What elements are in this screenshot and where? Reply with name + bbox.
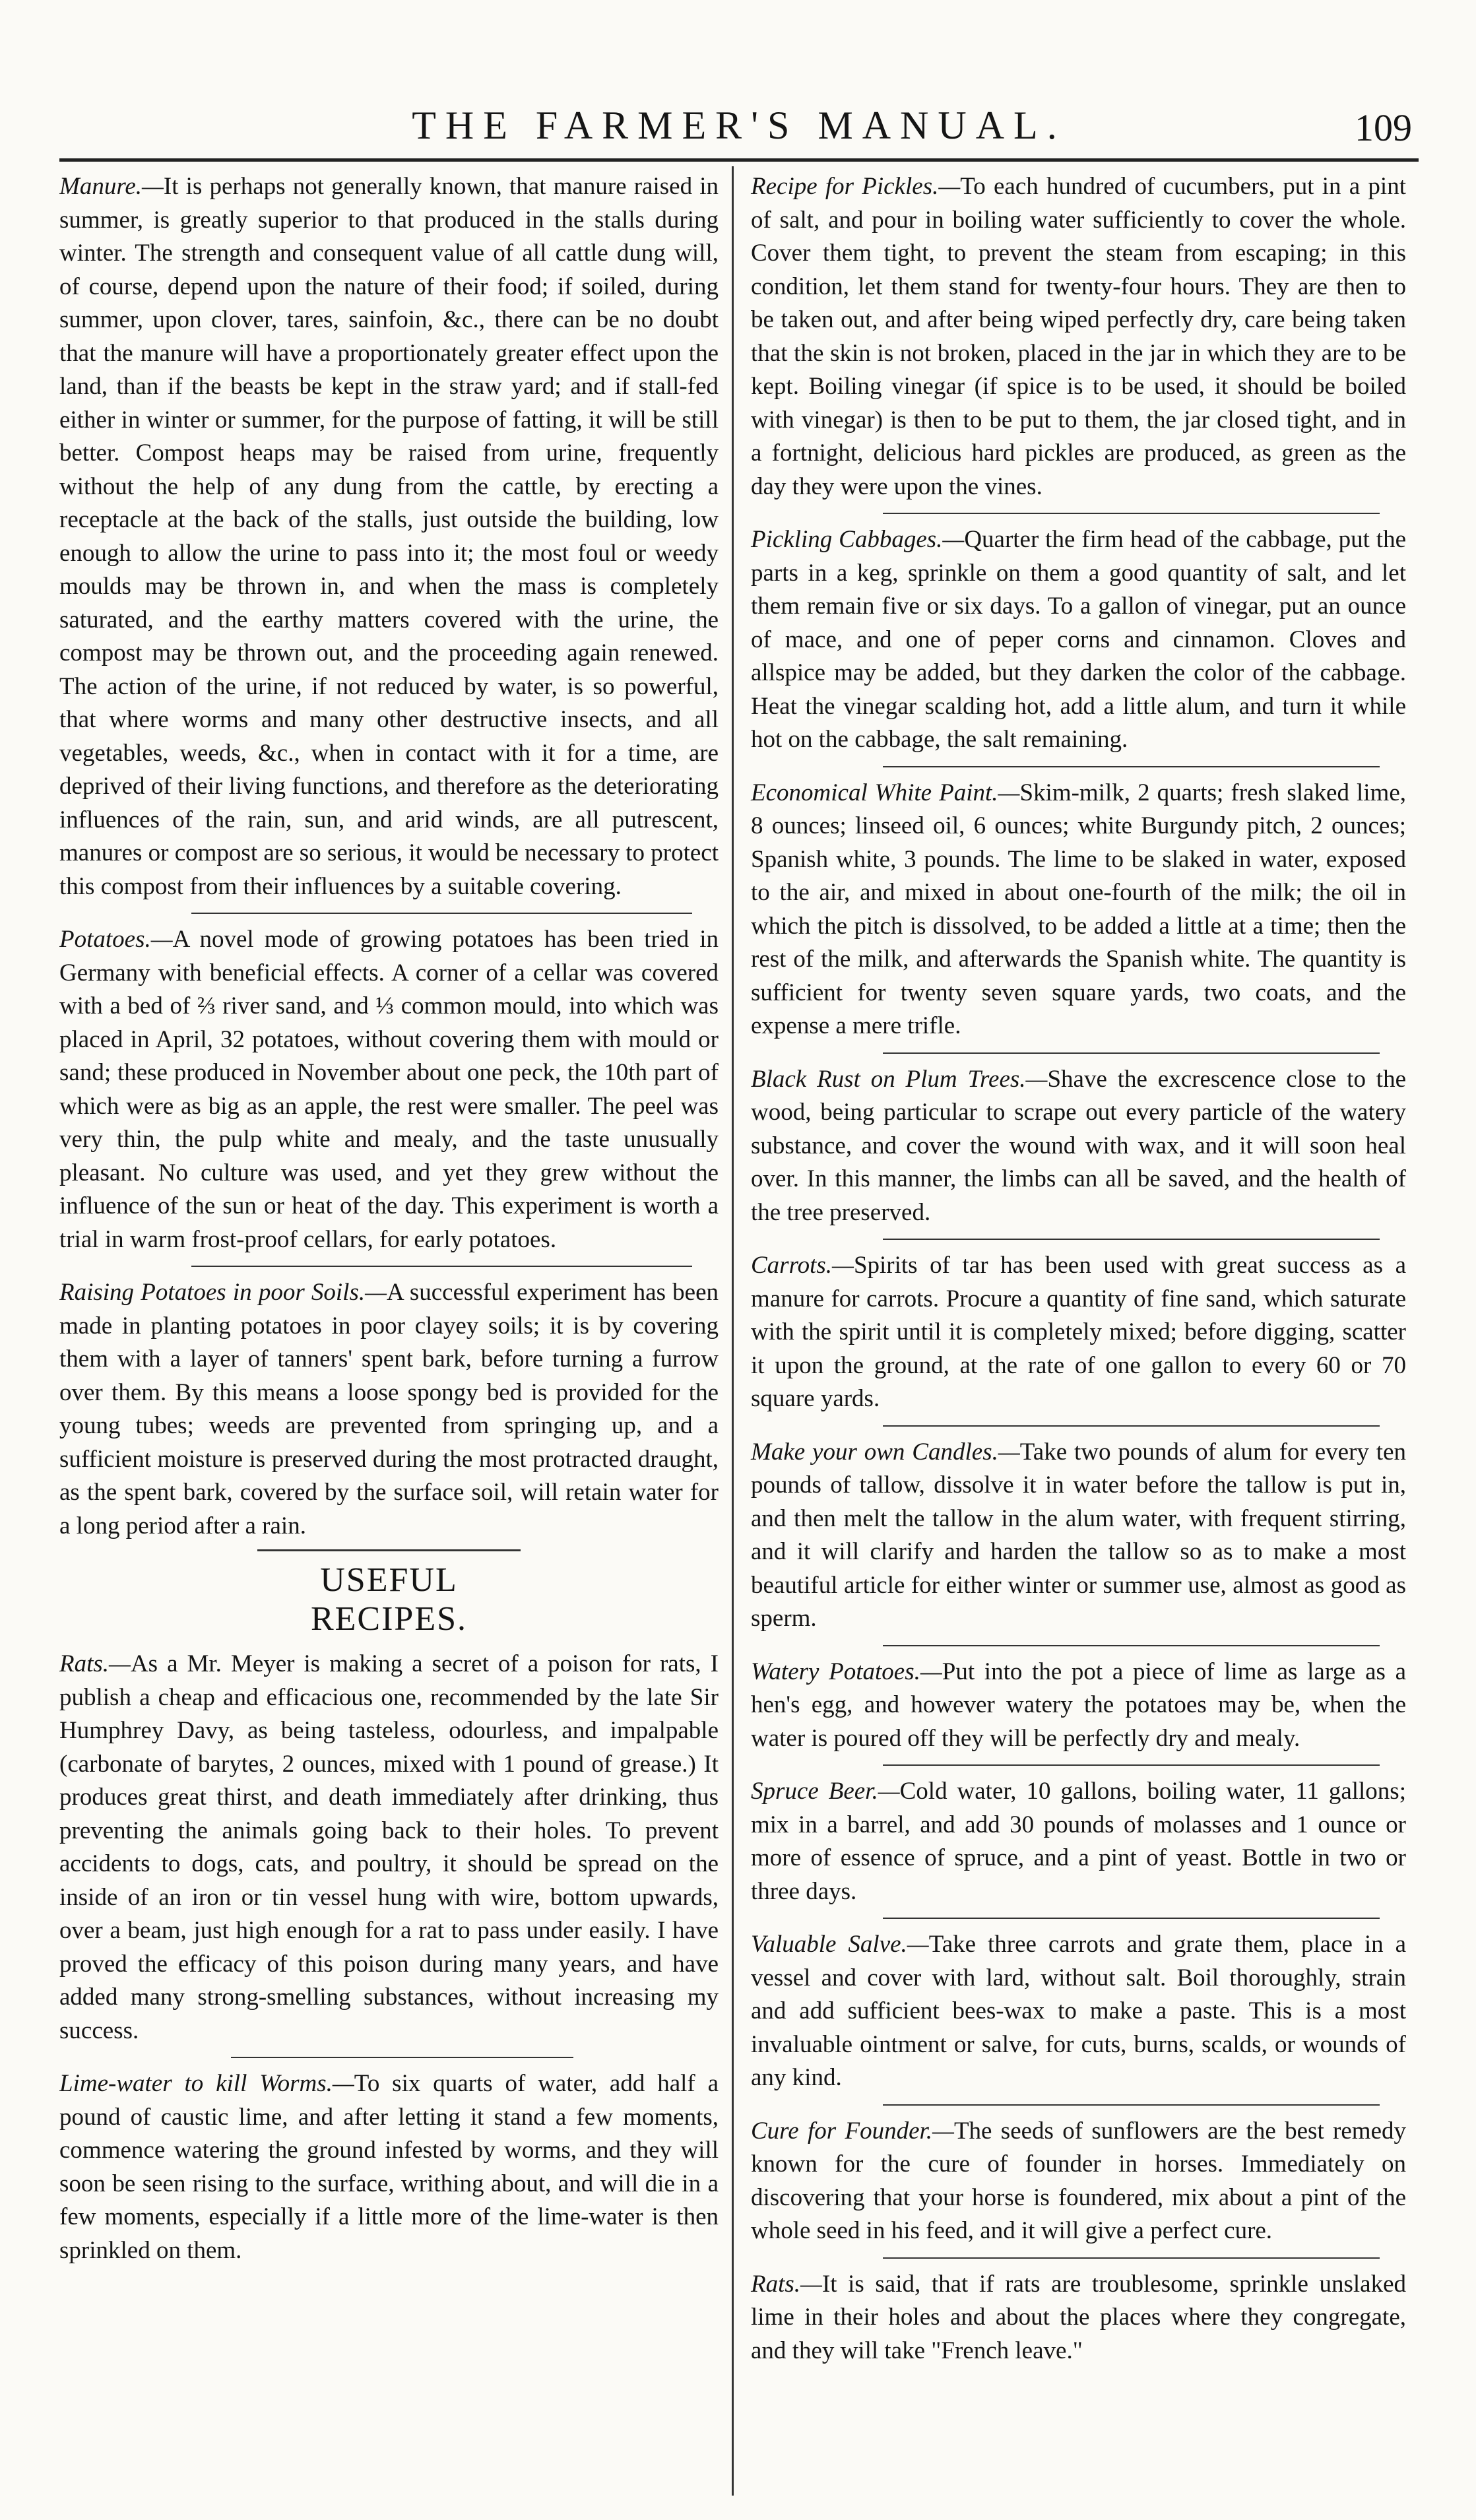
recipe-heading: Cure for Founder.— xyxy=(751,2117,954,2145)
article-divider xyxy=(191,1266,692,1267)
page-header xyxy=(59,99,1419,162)
recipe-lime-water xyxy=(59,2067,719,2267)
article-raising-potatoes xyxy=(59,1276,719,1543)
article-divider xyxy=(883,1052,1380,1054)
recipe-rats-lime xyxy=(751,2268,1406,2368)
recipe-heading: Spruce Beer.— xyxy=(751,1778,900,1805)
recipe-body: Take two pounds of alum for every ten pounds of tallow, dissolve it in water before the tallow is put in, and then melt the tallow in the alum water, with frequent stirring, and it will clarify and harden the tallow so as to make a most beautiful article for either winter or summer use, almost as good as sperm. xyxy=(751,1438,1406,1632)
article-divider xyxy=(883,1239,1380,1240)
column-rule xyxy=(732,166,734,2496)
article-body: A successful experiment has been made in planting potatoes in poor clayey soils; it is by covering them with a layer of tanners' spent bark, before turning a furrow over them. By this means a loose spongy bed is provided for the young tubes; weeds are prevented from springing up, and a sufficient moisture is preserved during the most protracted draught, as the spent bark, covered by the surface soil, will retain water for a long period after a rain. xyxy=(59,1279,719,1539)
recipe-carrots xyxy=(751,1249,1406,1416)
recipe-heading: Rats.— xyxy=(751,2270,822,2298)
recipe-valuable-salve xyxy=(751,1928,1406,2095)
recipe-cure-founder xyxy=(751,2115,1406,2248)
recipe-body: Shave the excrescence close to the wood, being particular to scrape out every particle of the watery substance, and cover the wound with wax, and it will soon heal over. In this manner, the limbs can all be saved, and the health of the tree preserved. xyxy=(751,1065,1406,1226)
article-heading: Raising Potatoes in poor Soils.— xyxy=(59,1279,387,1306)
article-divider xyxy=(231,2057,573,2058)
article-divider xyxy=(883,1918,1380,1919)
recipe-black-rust xyxy=(751,1063,1406,1230)
recipe-watery-potatoes xyxy=(751,1656,1406,1756)
recipe-body: The seeds of sunflowers are the best remedy known for the cure of founder in horses. Immediately on discovering that your horse is foundered, mix about a pint of the whole seed in his feed, and it will give a perfect cure. xyxy=(751,2117,1406,2244)
article-divider xyxy=(883,2257,1380,2259)
article-divider xyxy=(883,2104,1380,2106)
recipe-body: It is said, that if rats are troublesome, sprinkle unslaked lime in their holes and about the places where they congregate, and they will take "French leave." xyxy=(751,2270,1406,2364)
recipe-candles xyxy=(751,1436,1406,1636)
recipe-heading: Economical White Paint.— xyxy=(751,779,1020,806)
recipe-heading: Make your own Candles.— xyxy=(751,1438,1020,1466)
recipe-spruce-beer xyxy=(751,1775,1406,1908)
recipe-heading: Carrots.— xyxy=(751,1252,854,1279)
left-column xyxy=(59,166,729,2496)
page-number: 109 xyxy=(1355,106,1412,149)
article-potatoes xyxy=(59,923,719,1256)
recipe-white-paint xyxy=(751,777,1406,1043)
article-divider xyxy=(191,913,692,914)
recipe-body: Skim-milk, 2 quarts; fresh slaked lime, 8 ounces; linseed oil, 6 ounces; white Burgundy pitch, 2 ounces; Spanish white, 3 pounds. The lime to be slaked in water, exposed to the air, and mixed in about one-fourth of the milk; the oil in which the pitch is dissolved, to be added a little at a time; then the rest of the milk, and afterwards the Spanish white. The quantity is sufficient for twenty seven square yards, two coats, and the expense a mere trifle. xyxy=(751,779,1406,1039)
recipe-rats-poison xyxy=(59,1648,719,2048)
recipe-body: Quarter the firm head of the cabbage, put the parts in a keg, sprinkle on them a good quantity of salt, and let them remain five or six days. To a gallon of vinegar, put an ounce of mace, and one of peper corns and cinnamon. Cloves and allspice may be added, but they darken the color of the cabbage. Heat the vinegar scalding hot, add a little alum, and turn it while hot on the cabbage, the salt remaining. xyxy=(751,526,1406,753)
recipe-heading: Valuable Salve.— xyxy=(751,1931,929,1958)
article-divider xyxy=(883,1645,1380,1646)
recipe-heading: Black Rust on Plum Trees.— xyxy=(751,1065,1048,1093)
article-heading: Manure.— xyxy=(59,173,164,200)
article-manure xyxy=(59,170,719,903)
article-divider xyxy=(883,1764,1380,1766)
recipe-heading: Pickling Cabbages.— xyxy=(751,526,965,553)
two-column-body xyxy=(59,166,1419,2496)
recipe-pickles xyxy=(751,170,1406,503)
recipe-body: Take three carrots and grate them, place in a vessel and cover with lard, without salt. Boil thoroughly, strain and add sufficient bees-wax to make a paste. This is a most invaluable ointment or salve, for cuts, burns, scalds, or wounds of any kind. xyxy=(751,1931,1406,2091)
right-column xyxy=(736,166,1406,2496)
article-divider xyxy=(883,1425,1380,1427)
recipe-heading: Rats.— xyxy=(59,1650,131,1677)
recipe-body: As a Mr. Meyer is making a secret of a poison for rats, I publish a cheap and efficacious one, recommended by the late Sir Humphrey Davy, as being tasteless, odourless, and impalpable (carbonate of barytes, 2 ounces, mixed with 1 pound of grease.) It produces great thirst, and death immediately after drinking, thus preventing the animals going back to their holes. To prevent accidents to dogs, cats, and poultry, it should be spread on the inside of an iron or tin vessel hung with wire, bottom upwards, over a beam, just high enough for a rat to pass under easily. I have proved the efficacy of this poison during many years, and have added many strong-smelling substances, without increasing my success. xyxy=(59,1650,719,2044)
recipe-heading: Lime-water to kill Worms.— xyxy=(59,2070,354,2097)
running-title: THE FARMER'S MANUAL. xyxy=(412,104,1066,147)
article-divider xyxy=(883,766,1380,767)
recipe-body: Spirits of tar has been used with great success as a manure for carrots. Procure a quantity of fine sand, which saturate with the spirit until it is completely mixed; before digging, scatter it upon the ground, at the rate of one gallon to every 60 or 70 square yards. xyxy=(751,1252,1406,1412)
article-body: It is perhaps not generally known, that manure raised in summer, is greatly superior to that produced in the stalls during winter. The strength and consequent value of all cattle dung will, of course, depend upon the nature of their food; if soiled, during summer, upon clover, tares, sainfoin, &c., there can be no doubt that the manure will have a proportionately greater effect upon the land, than if the beasts be kept in the straw yard; and if stall-fed either in winter or summer, for the purpose of fatting, it will be still better. Compost heaps may be raised from urine, frequently without the help of any dung from the cattle, by erecting a receptacle at the back of the stalls, just outside the building, low enough to allow the urine to pass into it; the most foul or weedy moulds may be thrown in, and when the mass is completely saturated, and the earthy matters covered with the urine, the compost may be thrown out, and the proceeding again renewed. The action of the urine, if not reduced by water, is so powerful, that where worms and many other destructive insects, and all vegetables, weeds, &c., when in contact with it for a time, are deprived of their living functions, and therefore as the deteriorating influences of the rain, sun, and arid winds, are all putrescent, manures or compost are so serious, it would be necessary to protect this compost from their influences by a suitable covering. xyxy=(59,173,719,900)
recipe-body: To six quarts of water, add half a pound of caustic lime, and after letting it stand a few moments, commence watering the ground infested by worms, and they will soon be seen rising to the surface, writhing about, and will die in a few moments, especially if a little more of the lime-water is then sprinkled on them. xyxy=(59,2070,719,2264)
recipe-body: To each hundred of cucumbers, put in a pint of salt, and pour in boiling water sufficiently to cover the whole. Cover them tight, to prevent the steam from escaping; in this condition, let them stand for twenty-four hours. They are then to be taken out, and after being wiped perfectly dry, care being taken that the skin is not broken, placed in the jar in which they are to be kept. Boiling vinegar (if spice is to be used, it should be boiled with vinegar) is then to be put to them, the jar closed tight, and in a fortnight, delicious hard pickles are produced, as green as the day they were upon the vines. xyxy=(751,173,1406,500)
article-heading: Potatoes.— xyxy=(59,926,173,953)
section-title: USEFUL RECIPES. xyxy=(257,1549,521,1638)
recipe-pickling-cabbages xyxy=(751,523,1406,757)
article-divider xyxy=(883,513,1380,514)
recipe-body: Put into the pot a piece of lime as large as a hen's egg, and however watery the potatoes may be, when the water is poured off they will be perfectly dry and mealy. xyxy=(751,1658,1406,1752)
article-body: A novel mode of growing potatoes has been tried in Germany with beneficial effects. A corner of a cellar was covered with a bed of ⅔ river sand, and ⅓ common mould, into which was placed in April, 32 potatoes, without covering them with mould or sand; these produced in November about one peck, the 10th part of which were as big as an apple, the rest were smaller. The peel was very thin, the pulp white and mealy, and the taste unusually pleasant. No culture was used, and yet they grew without the influence of the sun or heat of the day. This experiment is worth a trial in warm frost-proof cellars, for early potatoes. xyxy=(59,926,719,1253)
recipe-heading: Recipe for Pickles.— xyxy=(751,173,961,200)
recipe-heading: Watery Potatoes.— xyxy=(751,1658,942,1685)
recipe-body: Cold water, 10 gallons, boiling water, 11 gallons; mix in a barrel, and add 30 pounds of molasses and 1 ounce or more of essence of spruce, and a pint of yeast. Bottle in two or three days. xyxy=(751,1778,1406,1905)
